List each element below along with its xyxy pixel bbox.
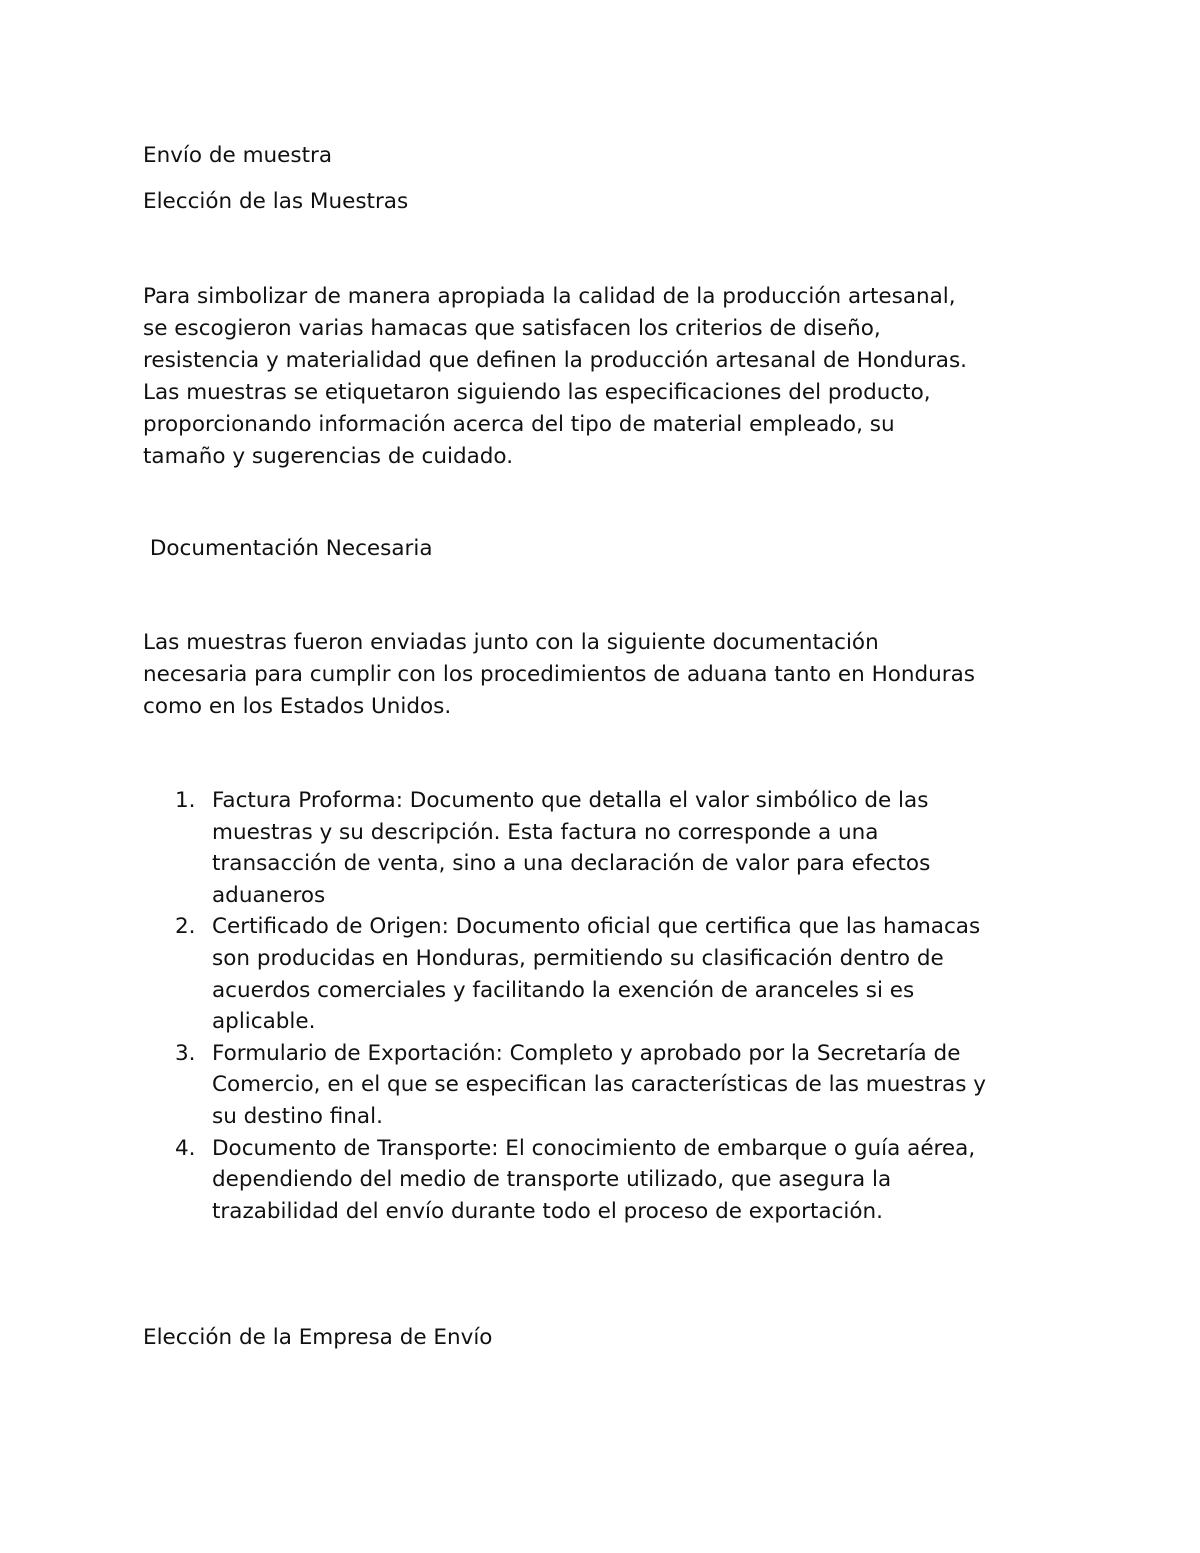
- list-item-line: Documento de Transporte: El conocimiento de embarque o guía aérea,: [212, 1135, 976, 1161]
- list-item-line: son producidas en Honduras, permitiendo su clasificación dentro de: [212, 945, 944, 971]
- list-item-line: dependiendo del medio de transporte utilizado, que asegura la: [212, 1167, 892, 1193]
- paragraph-line: necesaria para cumplir con los procedimientos de aduana tanto en Honduras: [143, 662, 976, 687]
- paragraph-line: se escogieron varias hamacas que satisfacen los criterios de diseño,: [143, 316, 881, 341]
- paragraph-documentacion: [143, 627, 1073, 723]
- list-item: [143, 911, 1073, 1037]
- list-item-line: transacción de venta, sino a una declaración de valor para efectos: [212, 851, 931, 877]
- paragraph-line: Las muestras se etiquetaron siguiendo las especificaciones del producto,: [143, 380, 931, 405]
- section-heading-documentacion: Documentación Necesaria: [143, 536, 433, 561]
- list-item-line: Certificado de Origen: Documento oficial que certifica que las hamacas: [212, 914, 981, 940]
- paragraph-line: resistencia y materialidad que definen la producción artesanal de Honduras.: [143, 348, 967, 373]
- section-heading-empresa-envio: Elección de la Empresa de Envío: [143, 1325, 493, 1350]
- list-item-line: Factura Proforma: Documento que detalla el valor simbólico de las: [212, 788, 929, 813]
- document-list: [143, 785, 1073, 1227]
- list-item: [143, 1133, 1073, 1228]
- list-item-number: 4.: [175, 1135, 196, 1161]
- list-item-number: 3.: [175, 1040, 196, 1066]
- paragraph-eleccion-muestras: [143, 281, 1073, 473]
- list-item: [143, 785, 1073, 911]
- list-item-line: acuerdos comerciales y facilitando la exención de aranceles si es: [212, 977, 915, 1003]
- list-item-line: muestras y su descripción. Esta factura no corresponde a una: [212, 819, 879, 845]
- paragraph-line: como en los Estados Unidos.: [143, 694, 452, 719]
- list-item-line: Comercio, en el que se especifican las características de las muestras y: [212, 1072, 986, 1098]
- paragraph-line: tamaño y sugerencias de cuidado.: [143, 444, 514, 469]
- list-item-line: Formulario de Exportación: Completo y aprobado por la Secretaría de: [212, 1040, 961, 1066]
- list-item-number: 2.: [175, 914, 196, 940]
- paragraph-line: Para simbolizar de manera apropiada la calidad de la producción artesanal,: [143, 284, 956, 309]
- list-item-line: su destino final.: [212, 1103, 383, 1129]
- paragraph-line: Las muestras fueron enviadas junto con la siguiente documentación: [143, 630, 879, 655]
- list-item-number: 1.: [175, 788, 196, 813]
- paragraph-line: proporcionando información acerca del tipo de material empleado, su: [143, 412, 895, 437]
- document-title: Envío de muestra: [143, 143, 333, 168]
- list-item-line: aduaneros: [212, 882, 326, 908]
- list-item-line: trazabilidad del envío durante todo el proceso de exportación.: [212, 1198, 884, 1224]
- list-item-line: aplicable.: [212, 1009, 316, 1035]
- section-heading-muestras: Elección de las Muestras: [143, 189, 409, 214]
- list-item: [143, 1038, 1073, 1133]
